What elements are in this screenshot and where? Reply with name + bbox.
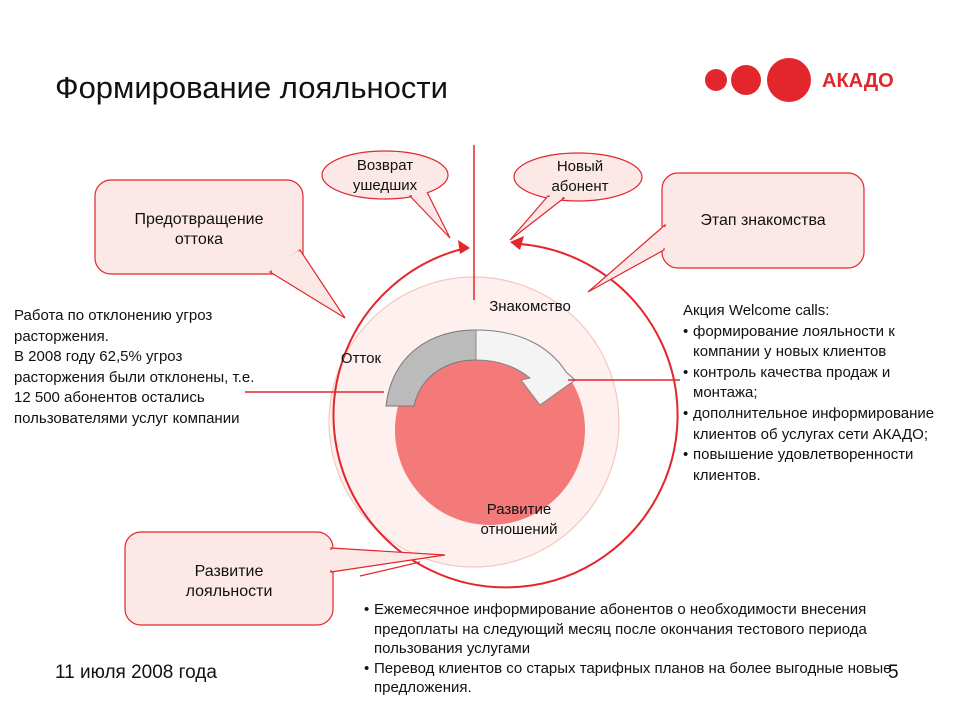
right-text-item: • дополнительное информирование клиентов об услугах сети АКАДО; <box>683 404 949 445</box>
right-text-item: • повышение удовлетворенности клиентов. <box>683 445 949 486</box>
left-text-line-1: Работа по отклонению угроз расторжения. <box>14 307 213 345</box>
label-relationship: Развитие отношений <box>480 501 558 538</box>
label-acquaintance: Знакомство <box>489 298 571 315</box>
bottom-text-item: • Перевод клиентов со старых тарифных планов на более выгодные новые предложения. <box>364 659 894 698</box>
left-text-block <box>14 306 259 430</box>
label-churn-prevention: Предотвращение оттока <box>134 211 264 248</box>
slide-title: Формирование лояльности <box>55 70 448 105</box>
footer-date: 11 июля 2008 года <box>55 662 217 683</box>
right-text-item: • формирование лояльности к компании у новых клиентов <box>683 322 949 363</box>
label-loyalty-development: Развитие лояльности <box>185 563 273 600</box>
label-returning: Возврат ушедших <box>352 157 418 194</box>
bottom-text-list <box>364 600 894 698</box>
left-text-line-2: В 2008 году 62,5% угроз расторжения были отклонены, т.е. 12 500 абонентов остались пользователями услуг компании <box>14 348 255 427</box>
bottom-text-block <box>364 600 894 698</box>
bottom-text-item: • Ежемесячное информирование абонентов о необходимости внесения предоплаты на следующий месяц после окончания тестового периода пользования услугами <box>364 600 894 659</box>
label-churn: Отток <box>340 350 382 367</box>
right-text-block <box>683 301 949 486</box>
ring-arrowhead-left <box>458 240 470 254</box>
logo-wordmark: АКАДО <box>822 70 894 92</box>
right-text-item: • контроль качества продаж и монтажа; <box>683 363 949 404</box>
page-number: 5 <box>888 662 899 683</box>
right-text-heading: Акция Welcome calls: <box>683 302 830 319</box>
label-new-subscriber: Новый абонент <box>551 158 609 195</box>
right-text-list <box>683 322 949 487</box>
label-acquaintance-stage: Этап знакомства <box>700 212 826 229</box>
